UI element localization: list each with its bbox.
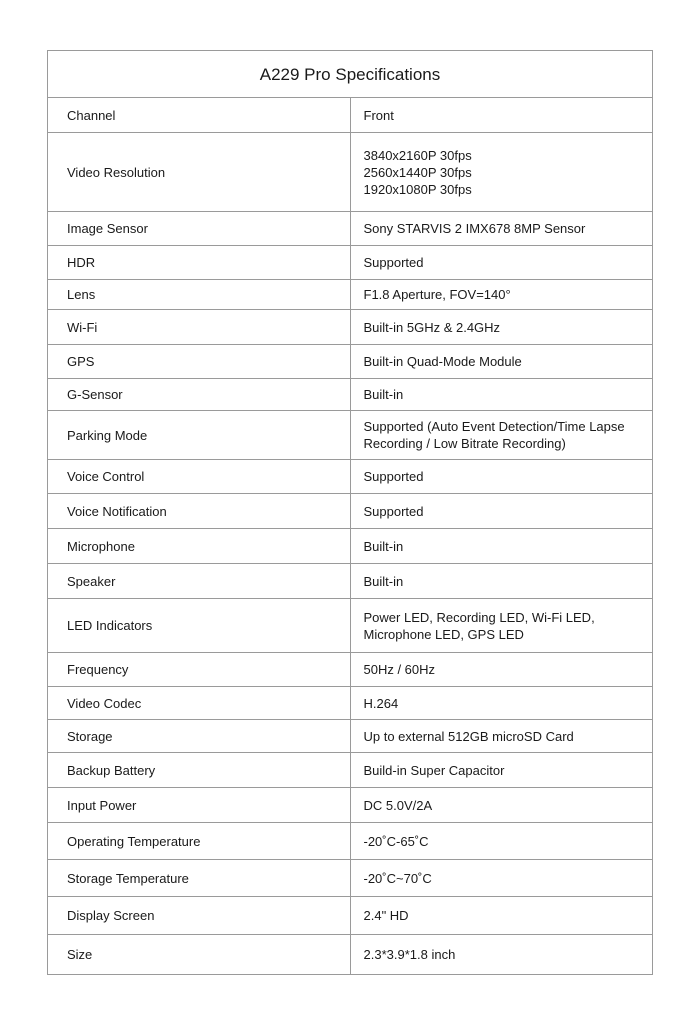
spec-row [48, 823, 653, 860]
spec-value-line: 3840x2160P 30fps [363, 147, 472, 163]
spec-value [350, 212, 653, 246]
spec-label: Video Resolution [48, 133, 351, 212]
spec-row [48, 98, 653, 133]
spec-label: Display Screen [48, 897, 351, 935]
spec-row [48, 564, 653, 599]
spec-row [48, 599, 653, 653]
spec-row [48, 860, 653, 897]
spec-value [350, 720, 653, 753]
spec-label: Channel [48, 98, 351, 133]
spec-value-line: Built-in Quad-Mode Module [363, 354, 522, 369]
spec-label: HDR [48, 246, 351, 280]
spec-row [48, 788, 653, 823]
spec-value-line: Sony STARVIS 2 IMX678 8MP Sensor [363, 221, 586, 236]
spec-label: LED Indicators [48, 599, 351, 653]
spec-label: Image Sensor [48, 212, 351, 246]
spec-value [350, 345, 653, 379]
spec-row [48, 345, 653, 379]
spec-value [350, 280, 653, 310]
title-row [48, 51, 653, 98]
spec-row [48, 133, 653, 212]
spec-label: GPS [48, 345, 351, 379]
spec-value [350, 823, 653, 860]
spec-value [350, 460, 653, 494]
spec-value-line: Built-in [363, 538, 404, 554]
spec-value [350, 788, 653, 823]
spec-row [48, 753, 653, 788]
spec-value-line: Supported [363, 469, 424, 484]
spec-value-line: Supported [363, 255, 424, 270]
spec-value [350, 753, 653, 788]
spec-value-line: 1920x1080P 30fps [363, 181, 472, 197]
spec-value-line: DC 5.0V/2A [363, 797, 433, 813]
spec-value-line: Up to external 512GB microSD Card [363, 728, 574, 744]
spec-value [350, 246, 653, 280]
spec-value [350, 564, 653, 599]
spec-value [350, 687, 653, 720]
spec-value [350, 310, 653, 345]
spec-value [350, 935, 653, 975]
spec-value [350, 897, 653, 935]
spec-row [48, 494, 653, 529]
spec-value-line: 2.3*3.9*1.8 inch [363, 947, 456, 962]
spec-label: Backup Battery [48, 753, 351, 788]
spec-label: Wi-Fi [48, 310, 351, 345]
spec-value [350, 653, 653, 687]
spec-value [350, 529, 653, 564]
spec-row [48, 246, 653, 280]
spec-row [48, 529, 653, 564]
spec-value [350, 411, 653, 460]
spec-value [350, 860, 653, 897]
spec-label: Operating Temperature [48, 823, 351, 860]
spec-value [350, 133, 653, 212]
spec-row [48, 720, 653, 753]
spec-value-line: Build-in Super Capacitor [363, 762, 505, 778]
spec-value-line: 2560x1440P 30fps [363, 164, 472, 180]
spec-label: Frequency [48, 653, 351, 687]
spec-value [350, 599, 653, 653]
spec-value [350, 98, 653, 133]
spec-value-line: -20˚C-65˚C [363, 833, 429, 849]
table-title: A229 Pro Specifications [48, 51, 653, 98]
spec-value [350, 379, 653, 411]
spec-label: Lens [48, 280, 351, 310]
spec-table [47, 50, 653, 975]
spec-row [48, 212, 653, 246]
spec-value-line: Power LED, Recording LED, Wi-Fi LED, Microphone LED, GPS LED [363, 609, 595, 642]
spec-label: Storage Temperature [48, 860, 351, 897]
spec-value [350, 494, 653, 529]
spec-label: Speaker [48, 564, 351, 599]
spec-value-line: Built-in [363, 387, 404, 402]
spec-label: Microphone [48, 529, 351, 564]
spec-label: G-Sensor [48, 379, 351, 411]
spec-label: Parking Mode [48, 411, 351, 460]
spec-value-line: H.264 [363, 695, 399, 711]
spec-row [48, 935, 653, 975]
spec-label: Size [48, 935, 351, 975]
spec-row [48, 310, 653, 345]
spec-row [48, 653, 653, 687]
spec-row [48, 280, 653, 310]
spec-label: Storage [48, 720, 351, 753]
spec-value-line: Front [363, 107, 394, 123]
spec-row [48, 411, 653, 460]
spec-value-line: Supported (Auto Event Detection/Time Lapse Recording / Low Bitrate Recording) [363, 419, 625, 451]
spec-label: Input Power [48, 788, 351, 823]
spec-value-line: -20˚C~70˚C [363, 870, 432, 886]
spec-label: Voice Notification [48, 494, 351, 529]
spec-value-line: 50Hz / 60Hz [363, 662, 436, 677]
spec-value-line: Built-in 5GHz & 2.4GHz [363, 319, 501, 335]
spec-row [48, 460, 653, 494]
spec-label: Video Codec [48, 687, 351, 720]
spec-row [48, 897, 653, 935]
spec-label: Voice Control [48, 460, 351, 494]
spec-value-line: Supported [363, 503, 424, 519]
spec-row [48, 379, 653, 411]
spec-row [48, 687, 653, 720]
spec-value-line: Built-in [363, 573, 404, 589]
spec-value-line: 2.4" HD [363, 908, 409, 923]
spec-value-line: F1.8 Aperture, FOV=140° [363, 287, 511, 302]
